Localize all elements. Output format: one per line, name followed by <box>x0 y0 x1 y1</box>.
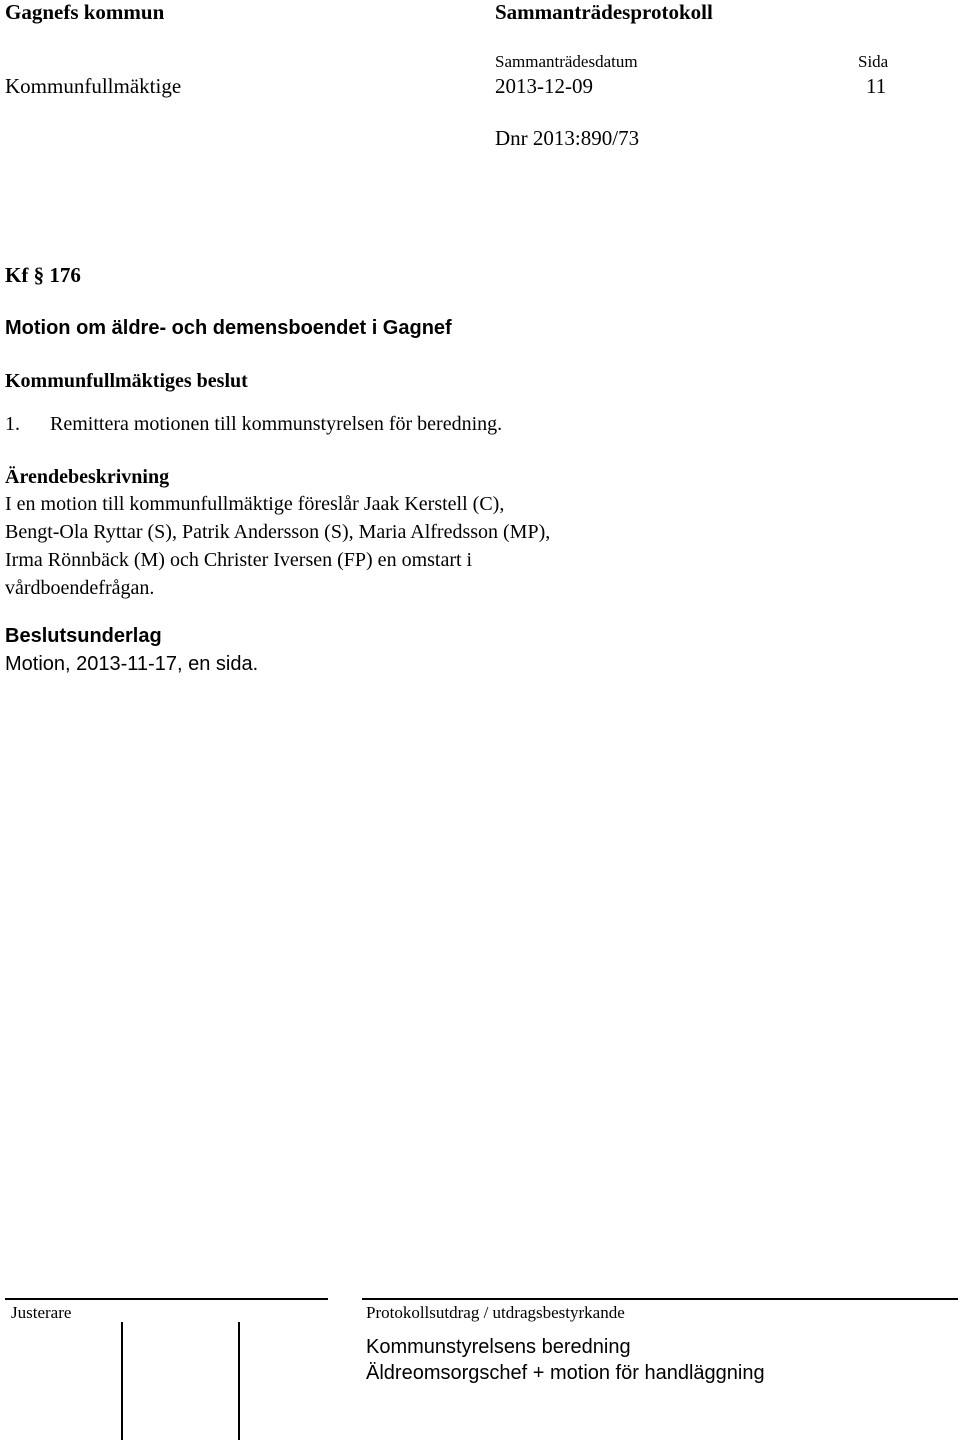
document-type: Sammanträdesprotokoll <box>495 0 713 24</box>
adjusters-label: Justerare <box>11 1303 72 1322</box>
recipient-line: Kommunstyrelsens beredning <box>366 1336 631 1358</box>
basis-heading: Beslutsunderlag <box>5 625 162 647</box>
adjusters-rule <box>5 1298 328 1300</box>
decision-text: Remittera motionen till kommunstyrelsen för beredning. <box>50 413 503 435</box>
recipient-line: Äldreomsorgschef + motion för handläggning <box>366 1362 765 1384</box>
description-line: I en motion till kommunfullmäktige föreslår Jaak Kerstell (C), <box>5 493 505 515</box>
municipality-name: Gagnefs kommun <box>5 0 165 24</box>
basis-text: Motion, 2013-11-17, en sida. <box>5 653 259 675</box>
description-line: vårdboendefrågan. <box>5 577 155 599</box>
extract-label: Protokollsutdrag / utdragsbestyrkande <box>366 1303 625 1322</box>
decision-number: 1. <box>5 413 20 435</box>
description-line: Bengt-Ola Ryttar (S), Patrik Andersson (S), Maria Alfredsson (MP), <box>5 521 551 543</box>
signature-box-divider <box>121 1322 123 1440</box>
extract-rule <box>362 1298 958 1300</box>
body-name: Kommunfullmäktige <box>5 74 182 98</box>
meeting-date-label: Sammanträdesdatum <box>495 52 638 71</box>
paragraph-number: Kf § 176 <box>5 263 81 287</box>
description-line: Irma Rönnbäck (M) och Christer Iversen (FP) en omstart i <box>5 549 473 571</box>
description-heading: Ärendebeskrivning <box>5 466 170 488</box>
diary-number: Dnr 2013:890/73 <box>495 126 640 150</box>
meeting-date-value: 2013-12-09 <box>495 74 593 98</box>
item-title: Motion om äldre- och demensboendet i Gagnef <box>5 317 452 339</box>
description-text <box>5 490 945 602</box>
signature-box-divider <box>238 1322 240 1440</box>
page-label: Sida <box>858 52 889 71</box>
decision-heading: Kommunfullmäktiges beslut <box>5 370 248 392</box>
page-number: 11 <box>866 74 887 98</box>
